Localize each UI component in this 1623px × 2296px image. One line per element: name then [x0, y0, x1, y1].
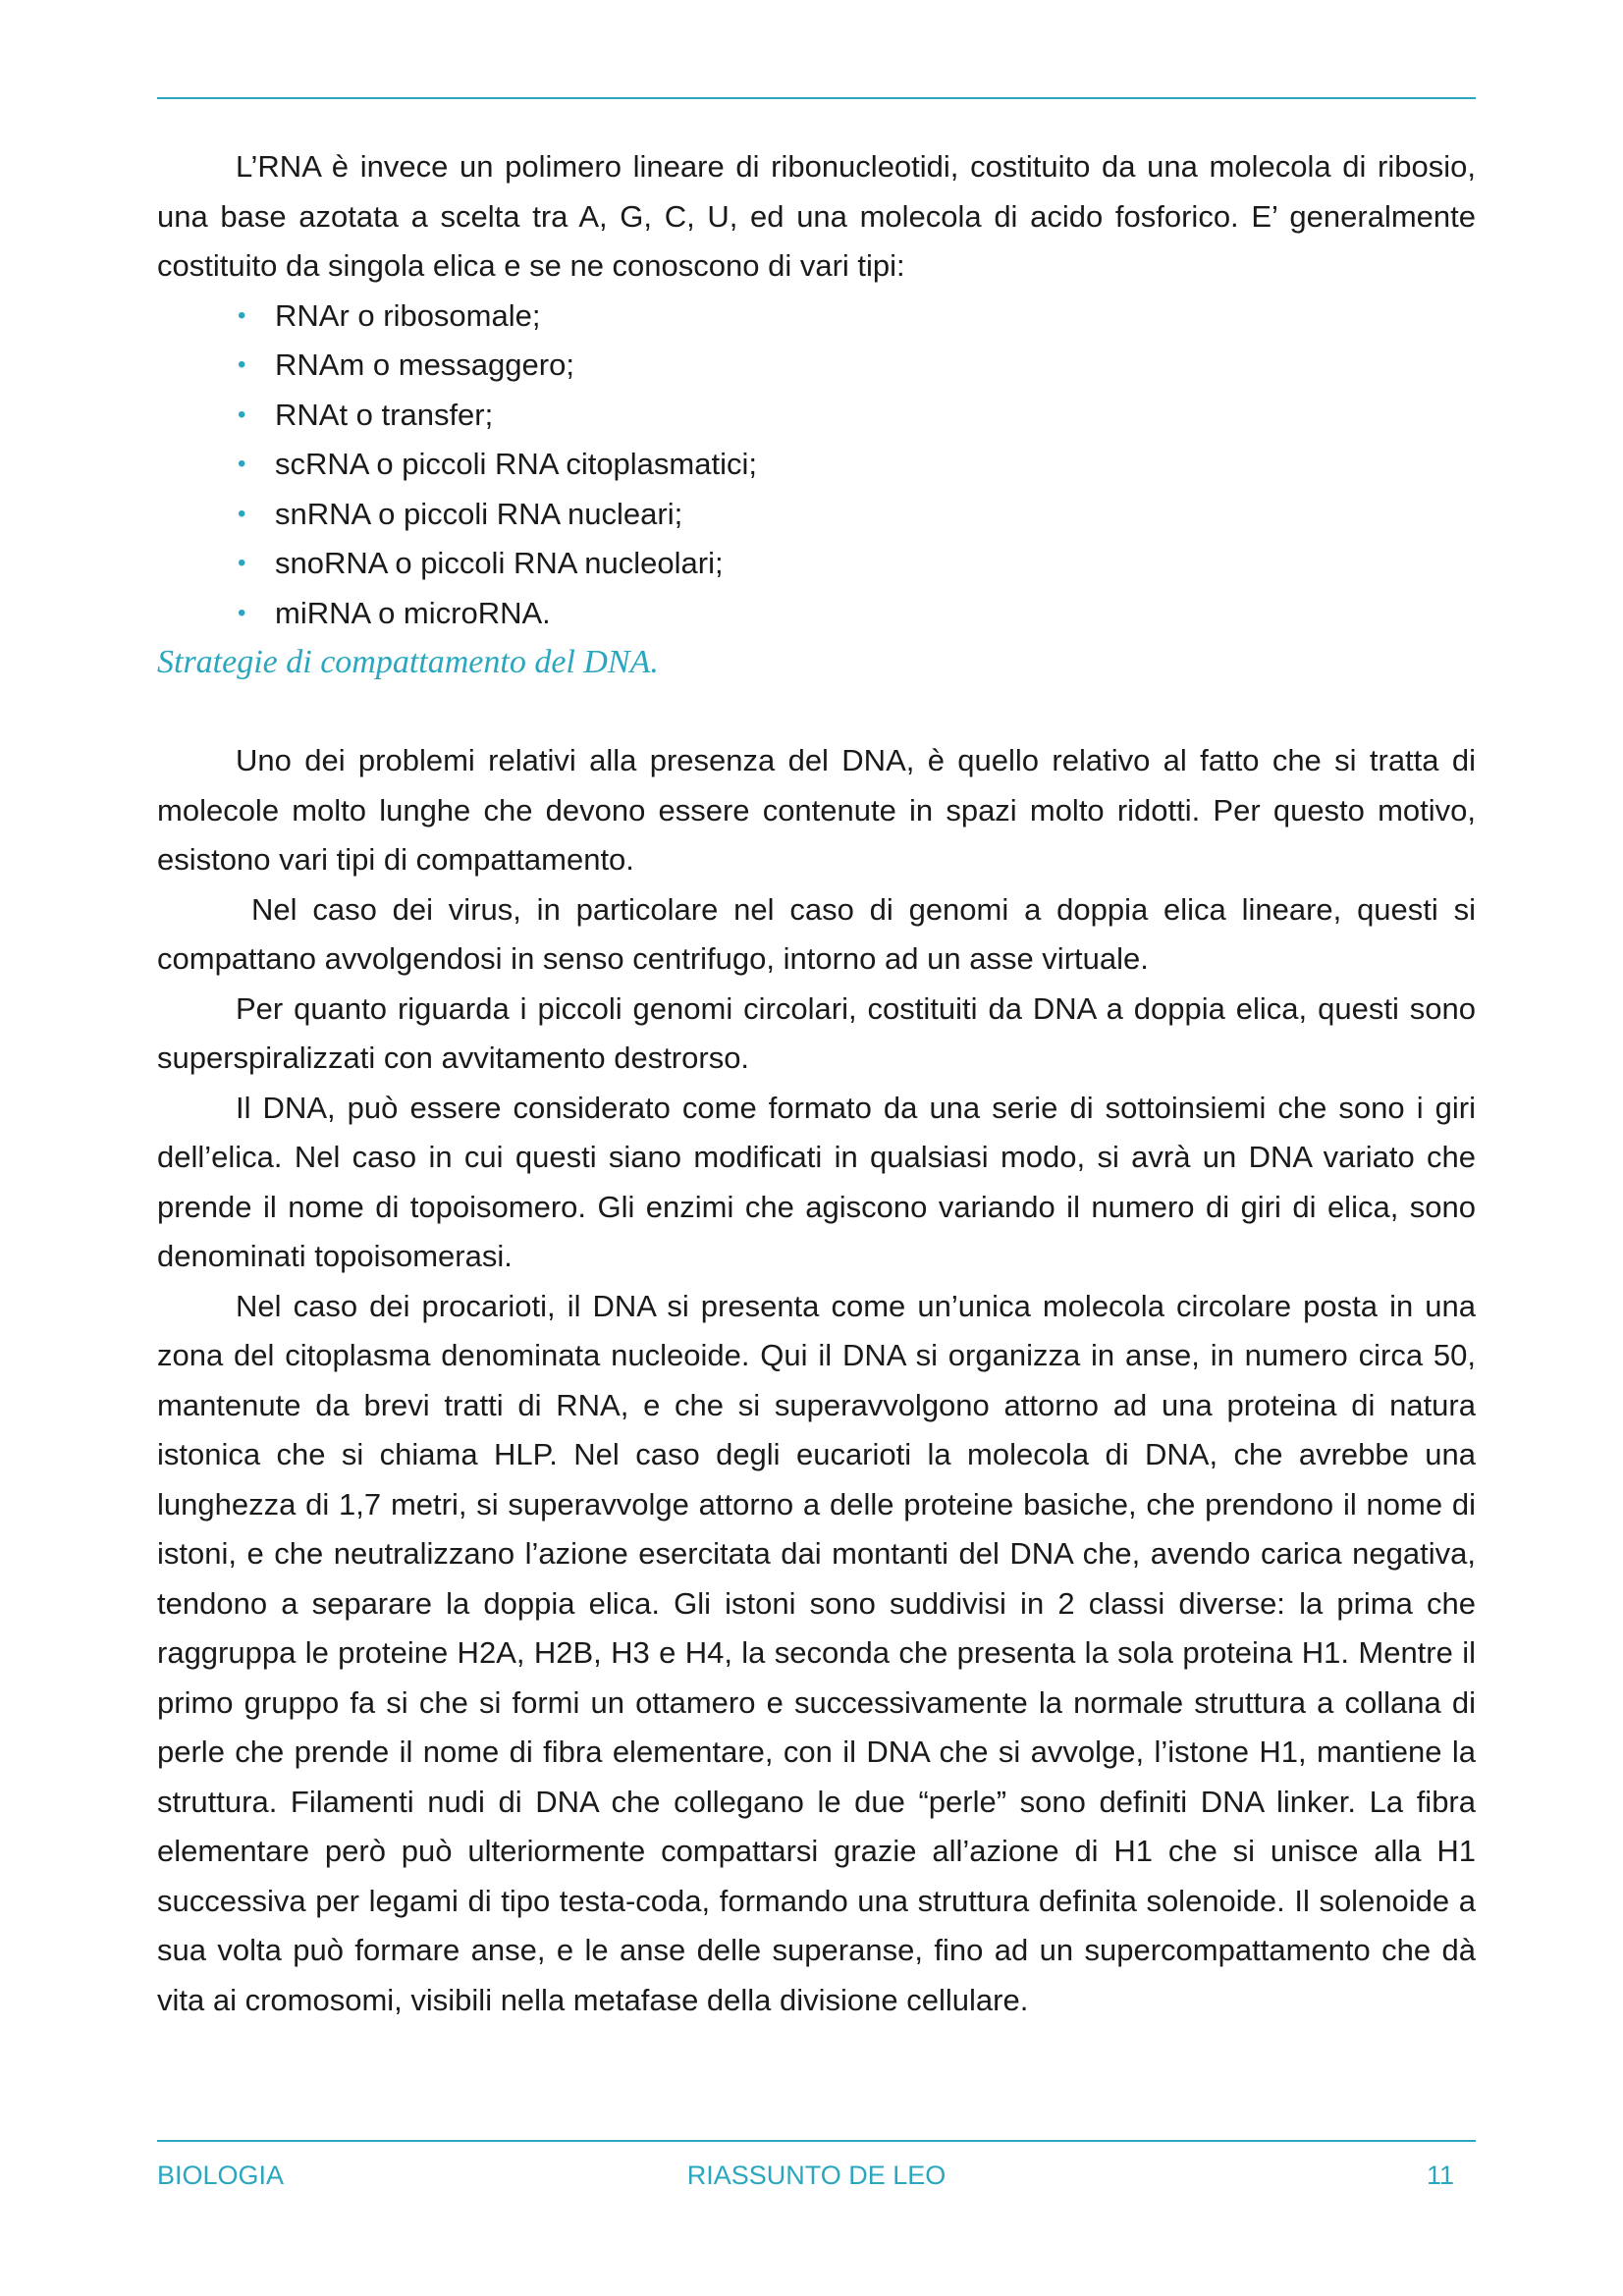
list-item-text: scRNA o piccoli RNA citoplasmatici; [275, 447, 757, 481]
footer-title: RIASSUNTO DE LEO [686, 2161, 947, 2190]
list-item [236, 292, 1476, 342]
bullet-icon: • [238, 400, 246, 428]
list-item [236, 490, 1476, 540]
rna-types-list [157, 292, 1476, 639]
intro-paragraph: L’RNA è invece un polimero lineare di ribonucleotidi, costituito da una molecola di ribosio, una base azotata a scelta tra A, G, C, U, ed una molecola di acido fosforico. E’ generalmente costituito da singola elica e se ne conoscono di vari tipi: [157, 149, 1476, 283]
list-item [236, 391, 1476, 441]
paragraph-compaction-intro: Uno dei problemi relativi alla presenza del DNA, è quello relativo al fatto che si tratta di molecole molto lunghe che devono essere contenute in spazi molto ridotti. Per questo motivo, esistono vari tipi di compattamento. [157, 743, 1476, 877]
header-rule [157, 97, 1476, 99]
list-item-text: RNAt o transfer; [275, 397, 494, 432]
paragraph-prokaryotes-eukaryotes: Nel caso dei procarioti, il DNA si presenta come un’unica molecola circolare posta in una zona del citoplasma denominata nucleoide. Qui il DNA si organizza in anse, in numero circa 50, mantenute da brevi tratti di RNA, e che si superavvolgono attorno ad una proteina di natura istonica che si chiama HLP. Nel caso degli eucarioti la molecola di DNA, che avrebbe una lunghezza di 1,7 metri, si superavvolge attorno a delle proteine basiche, che prendono il nome di istoni, e che neutralizzano l’azione esercitata dai montanti del DNA che, avendo carica negativa, tendono a separare la doppia elica. Gli istoni sono suddivisi in 2 classi diverse: la prima che raggruppa le proteine H2A, H2B, H3 e H4, la seconda che presenta la sola proteina H1. Mentre il primo gruppo fa si che si formi un ottamero e successivamente la normale struttura a collana di perle che prende il nome di fibra elementare, con il DNA che si avvolge, l’istone H1, mantiene la struttura. Filamenti nudi di DNA che collegano le due “perle” sono definiti DNA linker. La fibra elementare però può ulteriormente compattarsi grazie all’azione di H1 che si unisce alla H1 successiva per legami di tipo testa-coda, formando una struttura definita solenoide. Il solenoide a sua volta può formare anse, e le anse delle superanse, fino ad un supercompattamento che dà vita ai cromosomi, visibili nella metafase della divisione cellulare. [157, 1288, 1476, 2017]
paragraph-topoisomers: Il DNA, può essere considerato come formato da una serie di sottoinsiemi che sono i giri dell’elica. Nel caso in cui questi siano modificati in qualsiasi modo, si avrà un DNA variato che prende il nome di topoisomero. Gli enzimi che agiscono variando il numero di giri di elica, sono denominati topoisomerasi. [157, 1090, 1476, 1273]
list-item-text: RNAm o messaggero; [275, 347, 574, 382]
list-item-text: snRNA o piccoli RNA nucleari; [275, 496, 683, 531]
page-footer [157, 2156, 1476, 2195]
paragraph-viruses: Nel caso dei virus, in particolare nel caso di genomi a doppia elica lineare, questi si compattano avvolgendosi in senso centrifugo, intorno ad un asse virtuale. [157, 891, 1476, 976]
bullet-icon: • [238, 550, 246, 576]
bullet-icon: • [238, 351, 246, 378]
bullet-icon: • [238, 599, 246, 626]
bullet-icon: • [238, 451, 246, 477]
list-item [236, 440, 1476, 490]
footer-rule [157, 2140, 1476, 2142]
page-body [157, 142, 1476, 2025]
list-item-text: RNAr o ribosomale; [275, 297, 541, 333]
footer-subject: BIOLOGIA [157, 2161, 285, 2190]
paragraph-circular-genomes: Per quanto riguarda i piccoli genomi circolari, costituiti da DNA a doppia elica, questi sono superspiralizzati con avvitamento destrorso. [157, 990, 1476, 1075]
section-title: Strategie di compattamento del DNA. [157, 644, 659, 680]
list-item [236, 539, 1476, 589]
list-item [236, 589, 1476, 639]
page-number: 11 [1426, 2161, 1454, 2190]
list-item [236, 341, 1476, 391]
list-item-text: snoRNA o piccoli RNA nucleolari; [275, 546, 724, 580]
bullet-icon: • [238, 500, 246, 527]
bullet-icon: • [238, 301, 246, 329]
list-item-text: miRNA o microRNA. [275, 595, 551, 630]
